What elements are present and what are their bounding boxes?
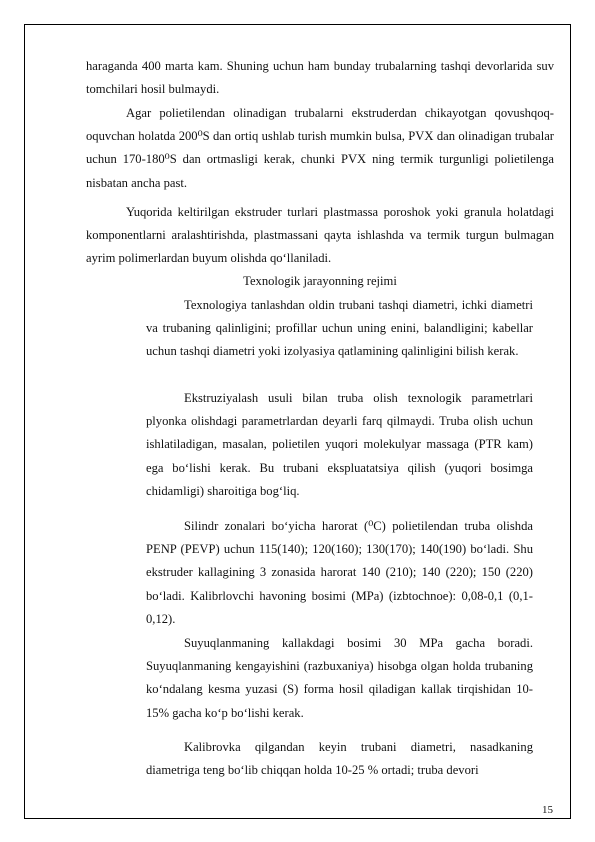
paragraph-extrusion-parameters: Ekstruziyalash usuli bilan truba olish texnologik parametrlari plyonka olishdagi parametrlardan deyarli farq qilmaydi. Truba olish uchun ishlatiladigan, masalan, polietilen yuqori molekulyar massaga (PTR kam) ega bo‘lishi kerak. Bu trubani ekspluatatsiya qilish (yuqori bosimga chidamligi) sharoitiga bog‘liq. [146, 391, 533, 498]
paragraph-continuation: haraganda 400 marta kam. Shuning uchun ham bunday trubalarning tashqi devorlarida suv tomchilari hosil bulmaydi. [86, 59, 554, 97]
paragraph-polyethylene-temperature: Agar polietilendan olinadigan trubalarni ekstruderdan chikayotgan qovushqoq-oquvchan holatda 200⁰S dan ortiq ushlab turish mumkin bulsa, PVX dan olinadigan trubalar uchun 170-180⁰S dan ortmasligi kerak, chunki PVX ning termik turgunligi polietilenga nisbatan ancha past. [86, 106, 554, 190]
section-heading: Texnologik jarayonning rejimi [243, 274, 397, 288]
paragraph-melt-pressure: Suyuqlanmaning kallakdagi bosimi 30 MPa gacha boradi. Suyuqlanmaning kengayishini (razbuxaniya) hisobga olgan holda trubaning ko‘ndalang kesma yuzasi (S) forma hosil qiladigan kallak tirqishidan 10-15% gacha ko‘p bo‘lishi kerak. [146, 636, 533, 720]
paragraph-calibration: Kalibrovka qilgandan keyin trubani diametri, nasadkaning diametriga teng bo‘lib chiqqan holda 10-25 % ortadi; truba devori [146, 740, 533, 778]
paragraph-technology-selection: Texnologiya tanlashdan oldin trubani tashqi diametri, ichki diametri va trubaning qalinligini; profillar uchun uning enini, balandligini; kabellar uchun tashqi diametri yoki izolyasiya qatlamining qalinligini bilish kerak. [146, 298, 533, 359]
page-number: 15 [542, 804, 553, 816]
paragraph-extruder-types: Yuqorida keltirilgan ekstruder turlari plastmassa poroshok yoki granula holatdagi komponentlarni aralashtirishda, plastmassani qayta ishlashda va termik turgun bulmagan ayrim polimerlardan buyum olishda qo‘llaniladi. [86, 205, 554, 266]
paragraph-cylinder-zones: Silindr zonalari bo‘yicha harorat (⁰C) polietilendan truba olishda PENP (PEVP) uchun 115(140); 120(160); 130(170); 140(190) bo‘ladi. Shu ekstruder kallagining 3 zonasida harorat 140 (210); 140 (220); 150 (220) bo‘ladi. Kalibrlovchi havoning bosimi (MPa) (izbtochnoe): 0,08-0,1 (0,1-0,12). [146, 519, 533, 626]
